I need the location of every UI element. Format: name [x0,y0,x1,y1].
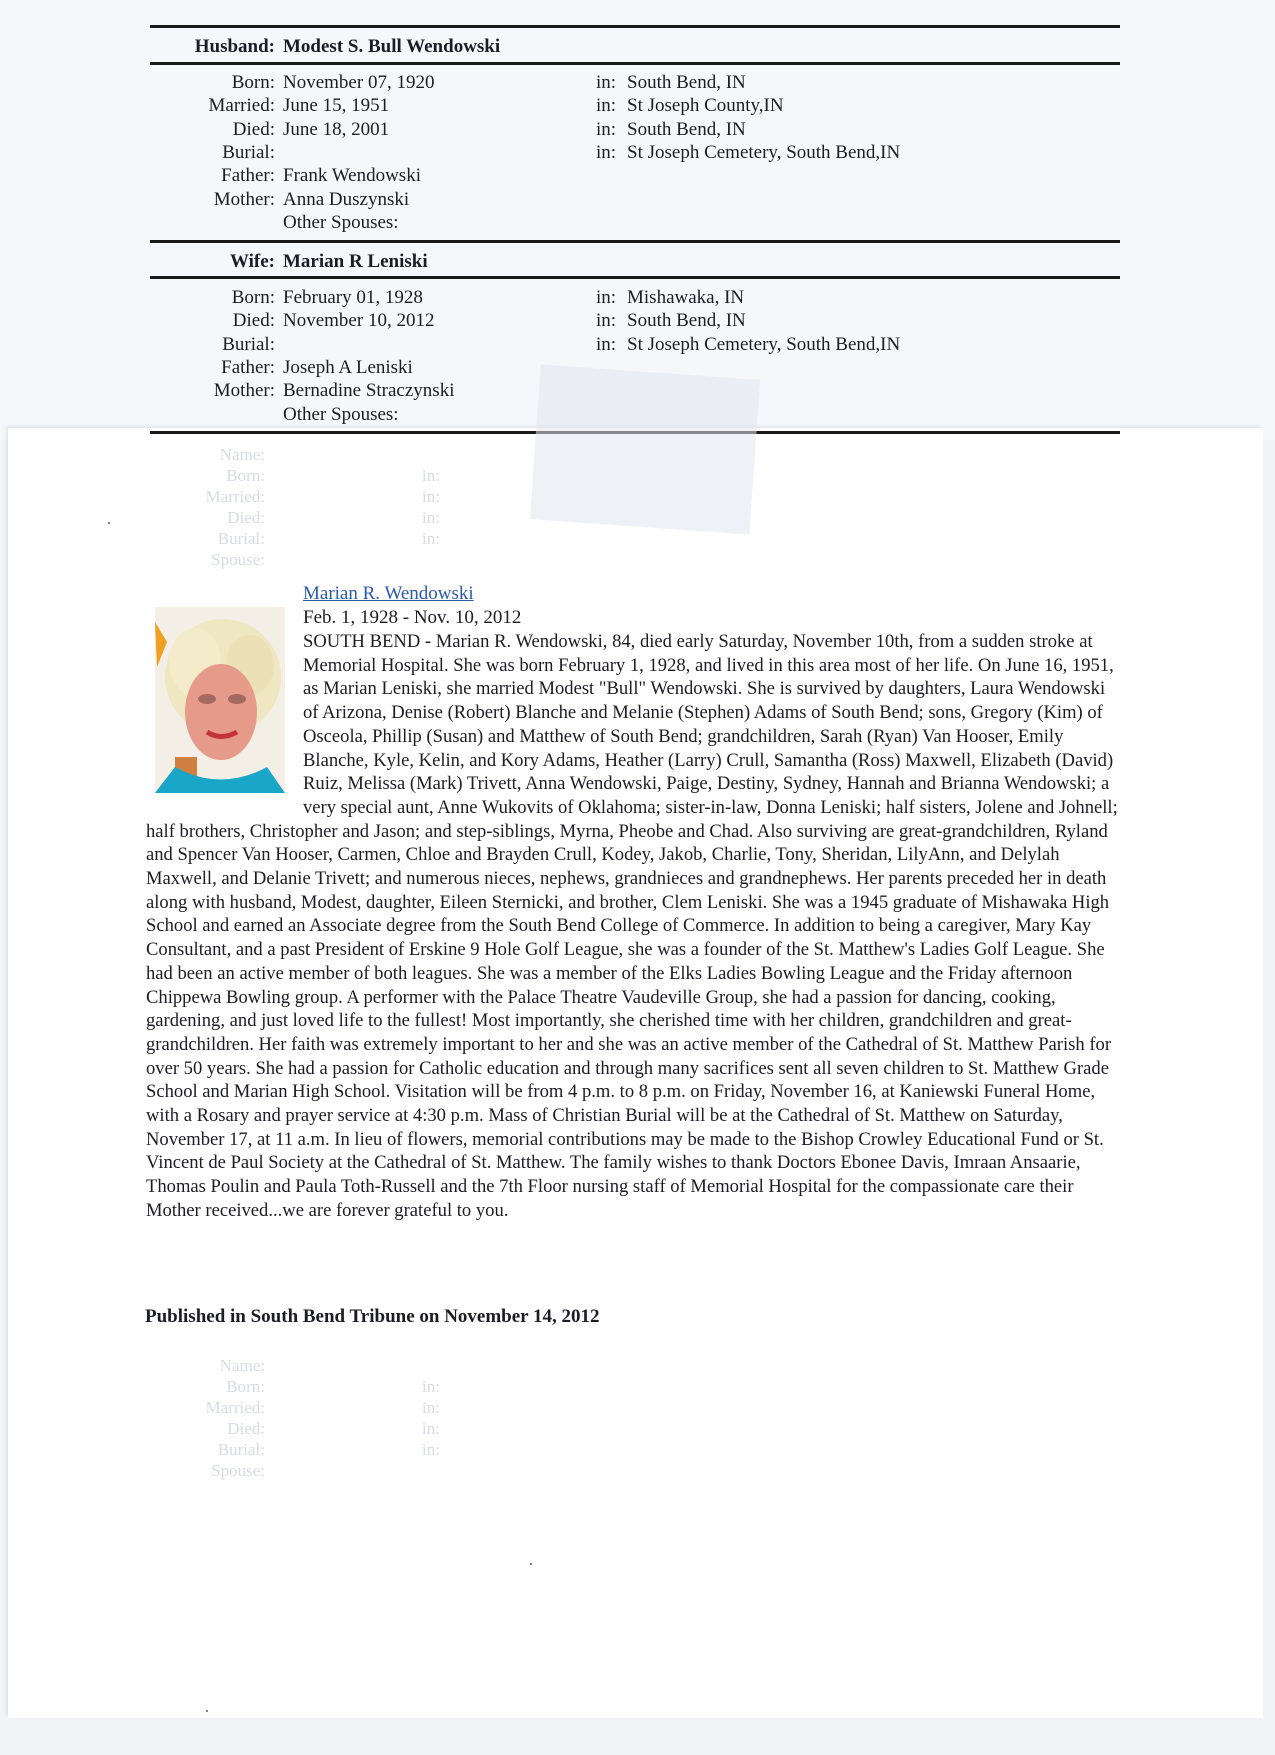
husband-row-value: June 15, 1951 [283,95,390,117]
wife-row-label: Mother: [213,380,275,402]
wife-row-label: Died: [232,310,275,332]
tape-strip [530,365,760,535]
ghost-label: Burial: [217,1440,265,1459]
ghost-label: Married: [205,1398,265,1417]
ghost-in-label: in: [422,1419,440,1438]
speck [108,522,110,524]
ghost-in-label: in: [422,487,440,506]
obituary-text: SOUTH BEND - Marian R. Wendowski, 84, died early Saturday, November 10th, from a sudden stroke at Memorial Hospital. She was born February 1, 1928, and lived in this area most of her life. On June 16, 1951, as Marian Leniski, she married Modest "Bull" Wendowski. She is survived by daughters, Laura Wendowski of Arizona, Denise (Robert) Blanche and Melanie (Stephen) Adams of South Bend; sons, Gregory (Kim) of Osceola, Phillip (Susan) and Matthew of South Bend; grandchildren, Sarah (Ryan) Van Hooser, Emily Blanche, Kyle, Kelin, and Kory Adams, Heather (Larry) Crull, Samantha (Ross) Maxwell, Elizabeth (David) Ruiz, Melissa (Mark) Trivett, Anna Wendowski, Paige, Destiny, Sydney, Hannah and Brianna Wendowski; a very special aunt, Anne Wukovits of Oklahoma; sister-in-law, Donna Leniski; half sisters, Jolene and Johnell; half brothers, Christopher and Jason; and step-siblings, Myrna, Pheobe and Chad. Also surviving are great-grandchildren, Ryland and Spencer Van Hooser, Carmen, Chloe and Brayden Crull, Kodey, Jakob, Charlie, Tony, Sheridan, LilyAnn, and Delylah Maxwell, and Delanie Trivett; and numerous nieces, nephews, grandnieces and grandnephews. Her parents preceded her in death along with husband, Modest, daughter, Eileen Sternicki, and brother, Clem Leniski. She was a 1945 graduate of Mishawaka High School and earned an Associate degree from the South Bend College of Commerce. In addition to being a caregiver, Mary Kay Consultant, and a past President of Erskine 9 Hole Golf League, she was a founder of the St. Matthew's Ladies Golf League. She had been an active member of both leagues. She was a member of the Elks Ladies Bowling League and the Friday afternoon Chippewa Bowling group. A performer with the Palace Theatre Vaudeville Group, she had a passion for dancing, cooking, gardening, and just loved life to the fullest! Most importantly, she cherished time with her children, grandchildren and great-grandchildren. Her faith was extremely important to her and she was an active member of the Cathedral of St. Matthew Parish for over 50 years. She had a passion for Catholic education and through many sacrifices sent all seven children to St. Matthew Grade School and Marian High School. Visitation will be from 4 p.m. to 8 p.m. on Friday, November 16, at Kaniewski Funeral Home, with a Rosary and prayer service at 4:30 p.m. Mass of Christian Burial will be at the Cathedral of St. Matthew on Saturday, November 17, at 11 a.m. In lieu of flowers, memorial contributions may be made to the Bishop Crowley Educational Fund or St. Vincent de Paul Society at the Cathedral of St. Matthew. The family wishes to thank Doctors Ebonee Davis, Imraan Ansaarie, Thomas Poulin and Paula Toth-Russell and the 7th Floor nursing staff of Memorial Hospital for the compassionate care their Mother received...we are forever grateful to you. [146,631,1118,1221]
ghost-in-label: in: [422,1398,440,1417]
husband-row [0,94,1275,117]
rule-wife-top [150,240,1120,243]
ghost-in-label: in: [422,1377,440,1396]
husband-row-in-label: in: [596,72,617,93]
published-line: Published in South Bend Tribune on November 14, 2012 [145,1306,600,1327]
husband-row [0,141,1275,164]
rule-top [150,25,1120,28]
wife-name: Marian R Leniski [283,251,428,272]
ghost-in-label: in: [422,1440,440,1459]
husband-row-place: St Joseph Cemetery, South Bend,IN [627,141,901,163]
husband-row-in-label: in: [596,141,617,163]
wife-row-place: St Joseph Cemetery, South Bend,IN [627,333,901,355]
wife-row-value: Bernadine Straczynski [283,380,455,402]
ghost-label: Spouse: [211,550,265,569]
wife-row-label: Father: [221,356,275,378]
husband-row-label: Born: [231,72,275,93]
husband-row [0,118,1275,141]
speck [206,1710,208,1712]
ghost-label: Died: [227,1419,265,1438]
husband-row-place: South Bend, IN [627,72,746,93]
wife-row [0,286,1275,309]
ghost-label: Burial: [217,529,265,548]
wife-row [0,309,1275,332]
ghost-in-label: in: [422,508,440,527]
speck [530,1563,532,1565]
wife-row-in-label: in: [596,287,617,308]
ghost-label: Name: [219,1356,265,1375]
husband-row [0,164,1275,187]
ghost-in-label: in: [422,529,440,548]
husband-row-label: Died: [232,118,275,140]
rule-wife-bottom [150,276,1120,279]
ghost-label: Born: [226,1377,265,1396]
obituary-body [146,630,1118,1223]
husband-row-place: St Joseph County,IN [627,95,784,117]
wife-row-label: Born: [231,287,275,308]
wife-other-spouses: Other Spouses: [283,403,399,425]
wife-row-value: November 10, 2012 [283,310,435,332]
wife-row-value: February 01, 1928 [283,287,423,308]
husband-heading-label: Husband: [194,36,275,57]
wife-heading-label: Wife: [229,251,275,272]
rule-husband-bottom [150,62,1120,65]
husband-row-value: November 07, 1920 [283,72,435,93]
wife-row-place: Mishawaka, IN [627,287,745,308]
husband-name: Modest S. Bull Wendowski [283,36,501,57]
wife-row [0,333,1275,356]
ghost-label: Born: [226,466,265,485]
husband-other-spouses: Other Spouses: [283,211,399,233]
ghost-label: Died: [227,508,265,527]
photo-spacer [146,630,303,812]
ghost-in-label: in: [422,466,440,485]
ghost-label: Spouse: [211,1461,265,1480]
husband-row-label: Married: [208,95,275,117]
husband-row-label: Burial: [222,141,275,163]
husband-row-label: Father: [221,165,275,187]
husband-row-in-label: in: [596,95,617,117]
husband-row [0,71,1275,94]
wife-row-in-label: in: [596,310,617,332]
ghost-label: Married: [205,487,265,506]
wife-row-value: Joseph A Leniski [283,356,413,378]
husband-row-value: Frank Wendowski [283,165,421,187]
husband-row [0,188,1275,211]
husband-row-label: Mother: [213,188,275,210]
obituary-name-link[interactable]: Marian R. Wendowski [303,583,474,604]
husband-row-value: Anna Duszynski [283,188,410,210]
husband-row-value: June 18, 2001 [283,118,390,140]
husband-row-in-label: in: [596,118,617,140]
wife-row-in-label: in: [596,333,617,355]
obituary-dates: Feb. 1, 1928 - Nov. 10, 2012 [303,607,522,628]
husband-row-place: South Bend, IN [627,118,746,140]
wife-row-place: South Bend, IN [627,310,746,332]
ghost-label: Name: [219,445,265,464]
wife-row-label: Burial: [222,333,275,355]
